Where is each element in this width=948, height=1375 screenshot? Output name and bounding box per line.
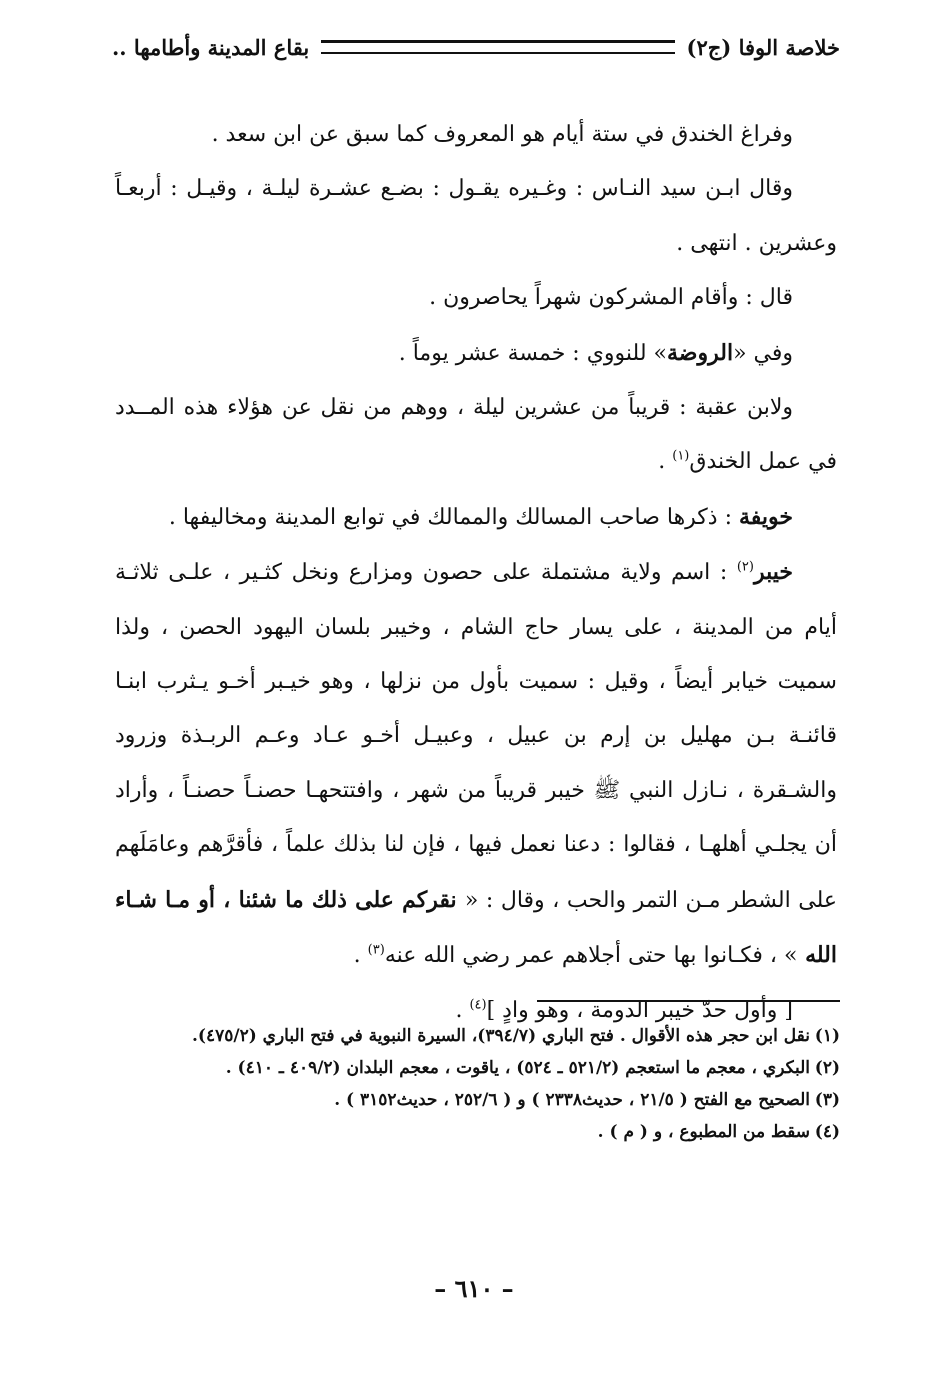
page-number: – ٦١٠ – [434, 1274, 514, 1303]
entry-heading: خويفة [738, 503, 793, 530]
footnote-ref: (١) [672, 449, 690, 465]
footnote-text: نقل ابن حجر هذه الأقوال . فتح الباري (٣٩٤/٧)، السيرة النبوية في فتح الباري (٤٧٥/٢). [192, 1026, 810, 1046]
footnote-number: (١) [814, 1026, 840, 1046]
footnote-ref: (٣) [367, 942, 385, 958]
paragraph-text: » للنووي : خمسة عشر يوماً . [398, 340, 667, 366]
paragraph-text: وقال ابـن سيد النـاس : وغـيره يقـول : بضـع عشـرة ليلـة ، وقيـل : أربعـاً وعشرين . انتهى . [115, 176, 837, 256]
paragraph [115, 381, 837, 490]
paragraph-text: . [455, 997, 470, 1023]
footnote [140, 1052, 840, 1084]
paragraph-text: : اسم ولاية مشتملة على حصون ومزارع ونخل كثـير ، علـى ثلاثـة أيام من المدينة ، على يسار حاج الشام ، وخيبر بلسان اليهود الحصن ، ولذا سميت خيابر أيضاً ، وقيل : سميت بأول من نزلها ، وهو خيـبر أخـو يـثرب ابنـا قائنـة بـن مهليل بن إرم بن عبيل ، وعبيـل أخـو عـاد وعـم الربـذة وزرود والشـقرة ، نـازل النبي ﷺ خيبر قريباً من شهر ، وافتتحهـا حصنـاً حصنـاً ، وأراد أن يجلـي أهلهـا ، فقالوا : دعنا نعمل فيها ، فإن لنا بذلك علماً ، فأقرَّهم وعامَلَهم على الشطر مـن التمر والحب ، وقال : « [115, 560, 838, 913]
main-text [115, 108, 837, 1038]
footnote-separator [537, 1000, 840, 1002]
paragraph-text: . [353, 943, 368, 969]
footnote [140, 1116, 840, 1148]
chapter-title: بقاع المدينة وأطامها .. [112, 34, 310, 60]
paragraph [115, 326, 837, 381]
footnote-number: (٢) [814, 1058, 840, 1078]
paragraph-text: : ذكرها صاحب المسالك والممالك في توابع المدينة ومخاليفها . [168, 504, 739, 530]
footnote [140, 1084, 840, 1116]
paragraph [115, 490, 837, 545]
bold-quote: نقركم على ذلك ما شئنا ، أو مـا شـاء الله [115, 886, 837, 969]
paragraph [115, 162, 837, 271]
paragraph [115, 108, 837, 162]
footnote-text: البكري ، معجم ما استعجم (٥٢١/٢ ـ ٥٢٤) ، ياقوت ، معجم البلدان (٤٠٩/٢ ـ ٤١٠) . [225, 1058, 810, 1078]
paragraph-text: . [658, 449, 673, 475]
footnote-text: سقط من المطبوع ، و ( م ) . [597, 1122, 810, 1142]
book-title: خلاصة الوفا (ج٢) [686, 34, 840, 60]
footnotes [140, 1020, 840, 1148]
paragraph-text: » ، فكـانوا بها حتى أجلاهم عمر رضي الله عنه [384, 943, 798, 969]
footnote-ref: (٢) [736, 559, 754, 575]
footnote-text: الصحيح مع الفتح ( ٢١/٥ ، حديث٢٣٣٨ ) و ( ٢٥٢/٦ ، حديث٣١٥٢ ) . [334, 1090, 810, 1110]
paragraph-text: وفراغ الخندق في ستة أيام هو المعروف كما سبق عن ابن سعد . [211, 122, 793, 147]
paragraph [115, 545, 837, 983]
footnote-number: (٤) [814, 1122, 840, 1142]
bold-term: الروضة [667, 339, 734, 366]
footnote-ref: (٤) [469, 997, 487, 1013]
paragraph-text: ولابن عقبة : قريباً من عشرين ليلة ، ووهم من نقل عن هؤلاء هذه المــدد في عمل الخندق [115, 395, 837, 475]
header-rule [321, 40, 674, 54]
entry-heading: خيبر [753, 559, 793, 586]
footnote-number: (٣) [814, 1090, 840, 1110]
footnote [140, 1020, 840, 1052]
paragraph-text: وفي « [733, 340, 793, 366]
paragraph-text: [ وأول حدّ خيبر الدومة ، وهو وادٍ ] [486, 997, 793, 1023]
paragraph [115, 271, 837, 325]
running-header [112, 32, 840, 62]
paragraph-text: قال : وأقام المشركون شهراً يحاصرون . [429, 285, 793, 311]
